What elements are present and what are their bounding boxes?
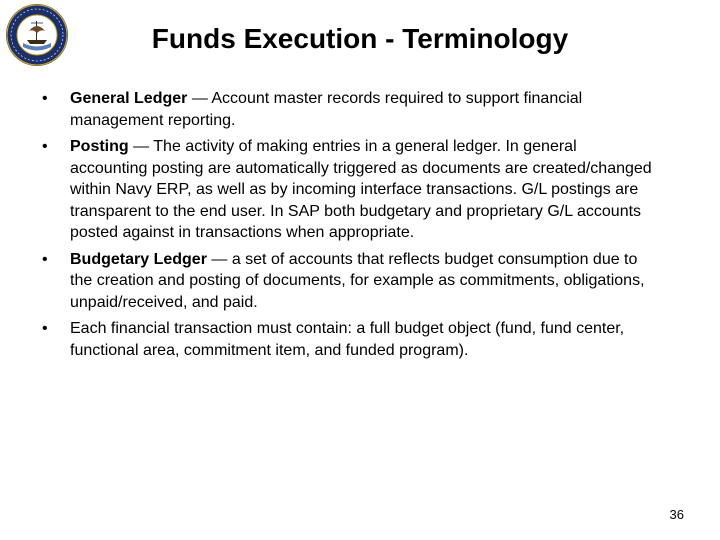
term-budgetary-ledger: Budgetary Ledger <box>70 250 207 268</box>
bullet-financial-transaction <box>42 318 652 361</box>
bullet-dot: • <box>42 138 48 155</box>
definition-general-ledger: — Account master records required to support financial management reporting. <box>70 90 583 129</box>
text-financial-transaction: Each financial transaction must contain: a full budget object (fund, fund center, functional area, commitment item, and funded program). <box>70 320 625 359</box>
bullet-budgetary-ledger <box>42 249 652 314</box>
bullet-dot: • <box>42 90 48 107</box>
page-number: 36 <box>669 507 684 522</box>
bullet-list <box>42 88 652 366</box>
bullet-general-ledger <box>42 88 652 131</box>
definition-posting: — The activity of making entries in a general ledger. In general accounting posting are automatically triggered as documents are created/changed within Navy ERP, as well as by incoming interface transactions. G/L postings are transparent to the end user. In SAP both budgetary and proprietary G/L accounts posted against in transactions when appropriate. <box>70 138 652 241</box>
bullet-dot: • <box>42 250 48 268</box>
bullet-posting <box>42 136 652 244</box>
term-posting: Posting <box>70 138 129 155</box>
slide-title: Funds Execution - Terminology <box>151 23 569 54</box>
bullet-dot: • <box>42 320 48 337</box>
term-general-ledger: General Ledger <box>70 90 188 107</box>
definition-budgetary-ledger: — a set of accounts that reflects budget consumption due to the creation and posting of documents, for example as commitments, obligations, unpaid/received, and paid. <box>70 250 645 311</box>
